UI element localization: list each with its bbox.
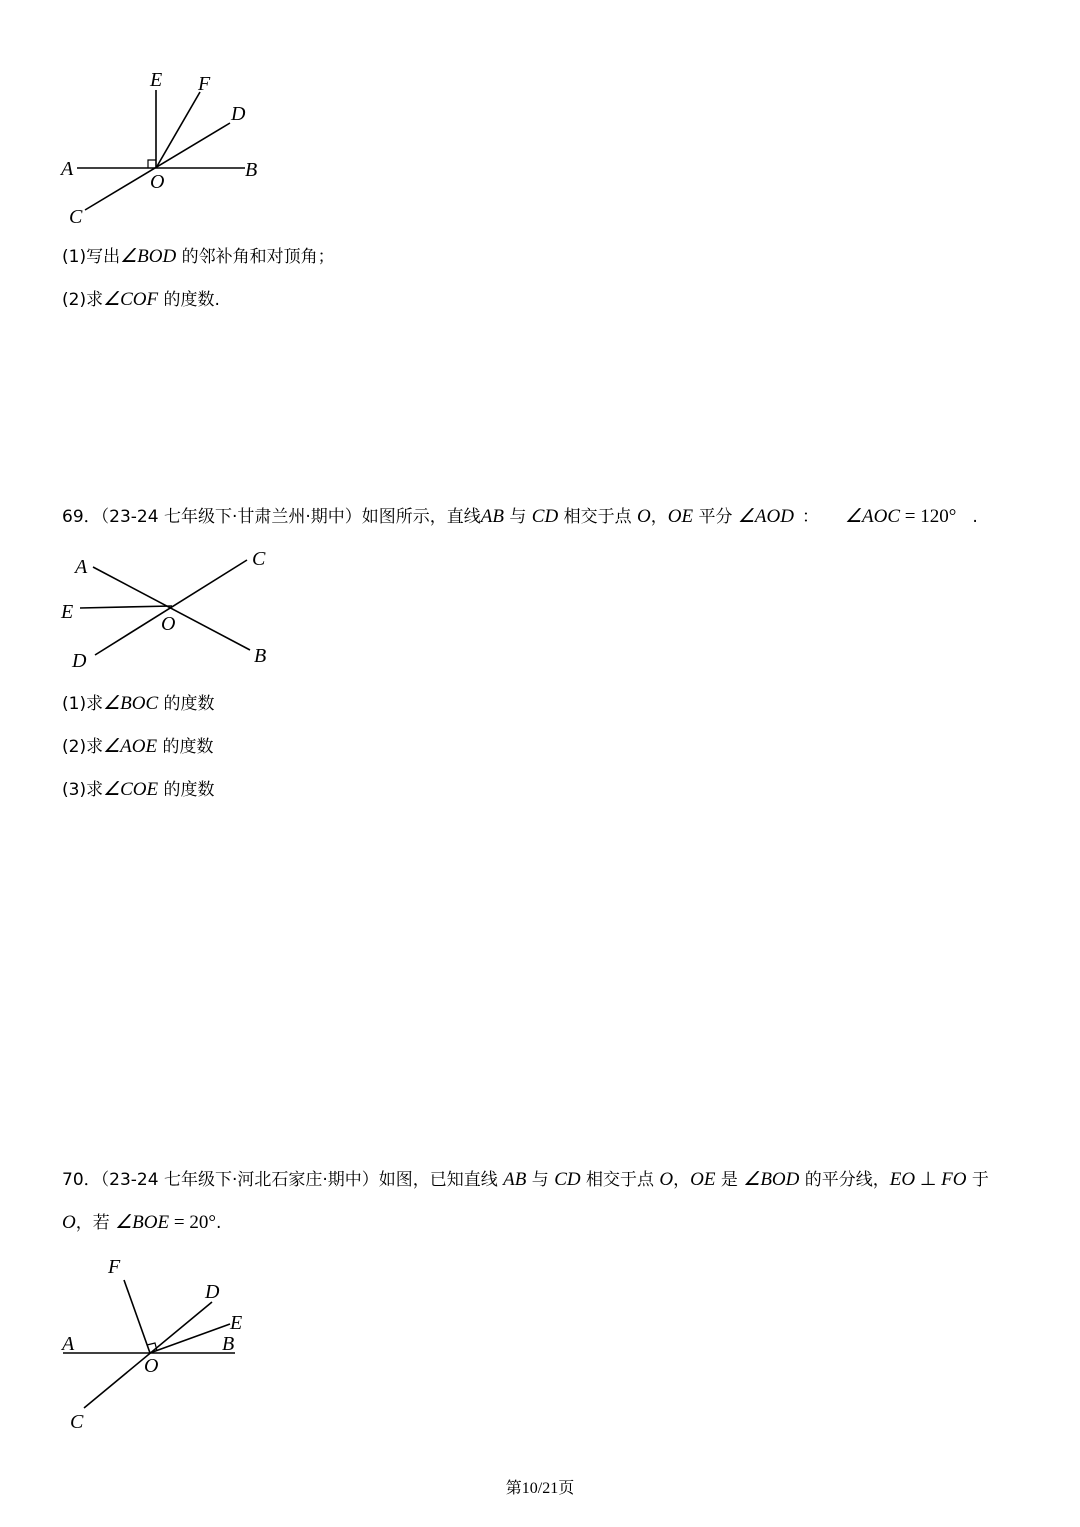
q69-t7: OE <box>667 506 694 527</box>
q70-l2d: = 20° <box>169 1212 216 1233</box>
q70-l2c: ∠BOE <box>115 1212 170 1233</box>
ray-oe <box>150 1324 230 1353</box>
label-e: E <box>230 1312 243 1334</box>
page-footer: 第10/21页 <box>505 1480 575 1497</box>
q70-t1: AB <box>503 1169 527 1190</box>
q69-number: 69 <box>62 507 84 527</box>
figure-q70 <box>55 1250 275 1440</box>
label-f: F <box>108 1256 121 1278</box>
label-a: A <box>62 1333 75 1355</box>
q69-t9: ∠AOD <box>737 506 794 527</box>
q69-part3-prefix: (3)求 <box>62 780 104 800</box>
q69-t8: 平分 <box>693 507 738 527</box>
q68-part2-angle: ∠COF <box>103 289 159 310</box>
q70-t5: O <box>659 1169 674 1190</box>
q69-part2-prefix: (2)求 <box>62 737 104 757</box>
q70-l2b: ，若 <box>75 1213 116 1233</box>
q69-t10: ： <box>801 507 819 527</box>
label-c: C <box>69 206 83 228</box>
label-o: O <box>144 1355 159 1377</box>
q68-part1-suffix: 的邻补角和对顶角； <box>176 247 335 267</box>
label-o: O <box>150 171 165 193</box>
q70-stem-line2 <box>62 1211 221 1235</box>
q68-part1 <box>62 245 335 269</box>
q70-t6: ， <box>673 1170 691 1190</box>
q69-t5: O <box>637 506 651 527</box>
q70-t12: ⊥ <box>915 1169 942 1190</box>
label-o: O <box>161 613 176 635</box>
figure-q69 <box>55 545 285 675</box>
q70-t10: 的平分线， <box>799 1170 890 1190</box>
ray-of <box>156 92 200 168</box>
q69-t13: . <box>972 507 978 527</box>
q69-part1-prefix: (1)求 <box>62 694 104 714</box>
q68-part1-angle: ∠BOD <box>120 246 177 267</box>
q69-t12: = 120° <box>900 506 957 527</box>
label-b: B <box>222 1333 235 1355</box>
q70-source: ．（23-24 七年级下·河北石家庄·期中）如图，已知直线 <box>83 1170 504 1190</box>
q70-t3: CD <box>554 1169 581 1190</box>
q70-l2e: . <box>215 1213 222 1233</box>
q70-t8: 是 <box>715 1170 744 1190</box>
q69-part1 <box>62 692 215 716</box>
label-e: E <box>61 601 74 623</box>
q70-t2: 与 <box>526 1170 555 1190</box>
q69-part2-angle: ∠AOE <box>103 736 158 757</box>
q70-t11: EO <box>889 1169 916 1190</box>
right-angle-mark <box>148 160 156 168</box>
line-cd <box>85 123 230 210</box>
q69-stem <box>62 505 978 529</box>
label-d: D <box>231 103 246 125</box>
q69-source: ．（23-24 七年级下·甘肃兰州·期中）如图所示，直线 <box>83 507 481 527</box>
q70-number: 70 <box>62 1170 84 1190</box>
label-d: D <box>72 650 87 672</box>
q70-t14: 于 <box>966 1170 989 1190</box>
q69-part2-suffix: 的度数 <box>157 737 214 757</box>
ray-oe <box>80 606 172 608</box>
q69-t6: ， <box>650 507 668 527</box>
q69-t11: ∠AOC <box>844 506 901 527</box>
q69-t2: 与 <box>503 507 532 527</box>
q69-part3-angle: ∠COE <box>103 779 159 800</box>
label-a: A <box>61 158 74 180</box>
q69-part3 <box>62 778 215 802</box>
q69-t1: AB <box>480 506 504 527</box>
label-d: D <box>205 1281 220 1303</box>
label-b: B <box>245 159 258 181</box>
label-a: A <box>75 556 88 578</box>
q68-part2-suffix: 的度数. <box>158 290 220 310</box>
q68-part2 <box>62 288 220 312</box>
q70-t13: FO <box>941 1169 967 1190</box>
ray-of <box>124 1280 150 1353</box>
q68-part1-prefix: (1)写出 <box>62 247 121 267</box>
figure-q68 <box>55 60 285 235</box>
q70-t9: ∠BOD <box>743 1169 800 1190</box>
q70-l2a: O <box>62 1212 76 1233</box>
label-c: C <box>252 548 266 570</box>
q68-part2-prefix: (2)求 <box>62 290 104 310</box>
label-b: B <box>254 645 267 667</box>
q69-part1-suffix: 的度数 <box>158 694 215 714</box>
q70-t4: 相交于点 <box>580 1170 660 1190</box>
q70-t7: OE <box>690 1169 716 1190</box>
q70-stem-line1 <box>62 1168 989 1192</box>
label-f: F <box>198 73 211 95</box>
q69-t4: 相交于点 <box>558 507 637 527</box>
q69-part3-suffix: 的度数 <box>158 780 215 800</box>
label-e: E <box>150 69 163 91</box>
q69-t3: CD <box>531 506 559 527</box>
label-c: C <box>70 1411 84 1433</box>
line-ab <box>93 567 250 650</box>
q69-part1-angle: ∠BOC <box>103 693 159 714</box>
q69-part2 <box>62 735 213 759</box>
